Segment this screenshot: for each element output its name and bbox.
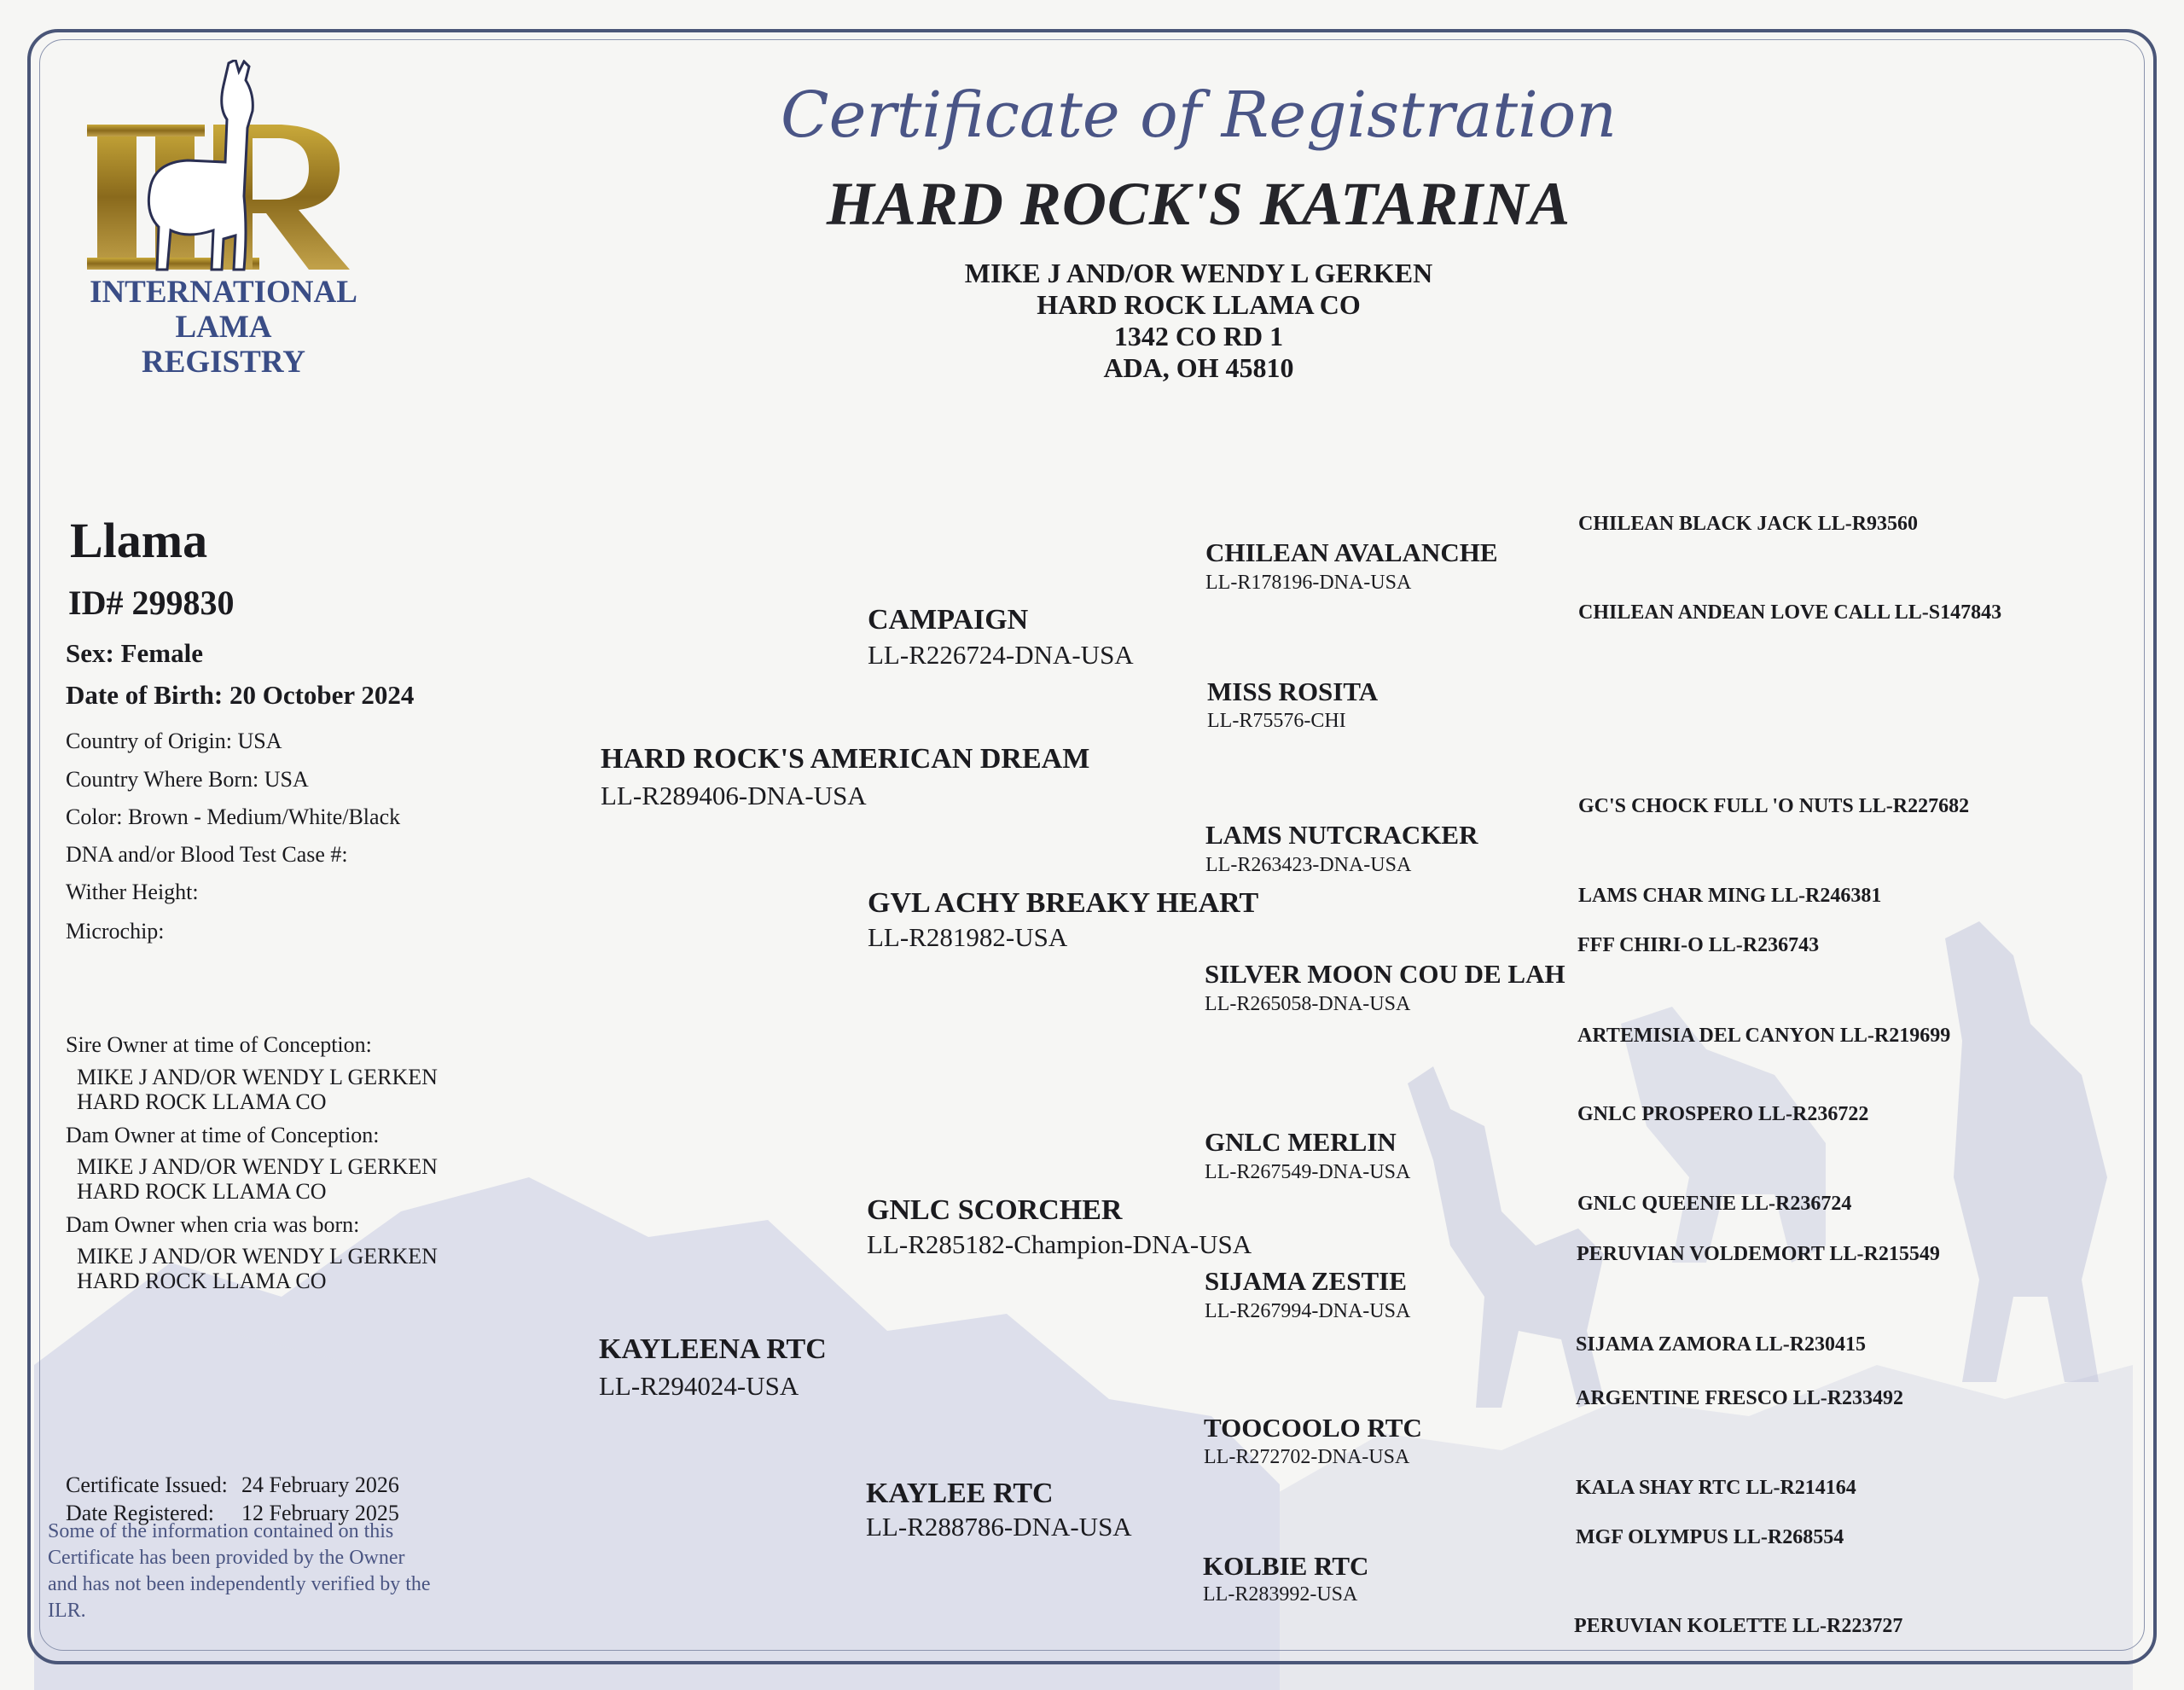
- certificate-title: Certificate of Registration: [781, 78, 1617, 152]
- dam-born-owner-label: Dam Owner when cria was born:: [66, 1212, 360, 1237]
- great-great-grandparent: ARGENTINE FRESCO LL-R233492: [1576, 1387, 1904, 1409]
- great-grandparent-id: LL-R263423-DNA-USA: [1205, 854, 1412, 876]
- great-great-grandparent: GNLC QUEENIE LL-R236724: [1577, 1193, 1852, 1215]
- great-great-grandparent: LAMS CHAR MING LL-R246381: [1578, 885, 1882, 907]
- dam-name: KAYLEENA RTC: [599, 1333, 827, 1365]
- great-great-grandparent: PERUVIAN VOLDEMORT LL-R215549: [1577, 1243, 1940, 1265]
- dna-case-field: DNA and/or Blood Test Case #:: [66, 842, 348, 867]
- species: Llama: [70, 513, 208, 568]
- dob-value: 20 October 2024: [229, 680, 415, 710]
- great-grandparent-id: LL-R272702-DNA-USA: [1204, 1446, 1410, 1468]
- sex-field: [66, 638, 203, 669]
- great-grandparent-name: GNLC MERLIN: [1205, 1127, 1397, 1157]
- great-grandparent-name: TOOCOOLO RTC: [1204, 1413, 1422, 1443]
- dam-born-owner-line: MIKE J AND/OR WENDY L GERKEN: [77, 1244, 438, 1269]
- great-grandparent-id: LL-R178196-DNA-USA: [1205, 572, 1412, 594]
- certificate-issued-value: 24 February 2026: [241, 1472, 399, 1497]
- dam-owner-label: Dam Owner at time of Conception:: [66, 1123, 380, 1147]
- great-grandparent-name: LAMS NUTCRACKER: [1205, 820, 1478, 850]
- great-great-grandparent: PERUVIAN KOLETTE LL-R223727: [1574, 1615, 1903, 1637]
- grandparent-id: LL-R285182-Champion-DNA-USA: [867, 1229, 1252, 1259]
- great-great-grandparent: CHILEAN BLACK JACK LL-R93560: [1578, 513, 1919, 535]
- dob-field: [66, 680, 414, 711]
- certificate-issued-label: Certificate Issued:: [66, 1472, 228, 1497]
- great-grandparent-name: KOLBIE RTC: [1203, 1551, 1369, 1581]
- registry-name-line-3: REGISTRY: [142, 345, 305, 380]
- great-great-grandparent: GNLC PROSPERO LL-R236722: [1577, 1103, 1869, 1125]
- grandparent-name: GNLC SCORCHER: [867, 1194, 1123, 1226]
- sex-value: Female: [120, 638, 203, 668]
- great-great-grandparent: GC'S CHOCK FULL 'O NUTS LL-R227682: [1578, 795, 1970, 817]
- owner-line: MIKE J AND/OR WENDY L GERKEN: [964, 258, 1433, 288]
- grandparent-id: LL-R288786-DNA-USA: [866, 1512, 1132, 1542]
- great-grandparent-id: LL-R75576-CHI: [1207, 710, 1346, 732]
- sex-label: Sex:: [66, 638, 114, 668]
- grandparent-name: GVL ACHY BREAKY HEART: [868, 887, 1259, 919]
- great-great-grandparent: FFF CHIRI-O LL-R236743: [1577, 934, 1820, 956]
- grandparent-id: LL-R226724-DNA-USA: [868, 640, 1134, 670]
- disclaimer: Some of the information contained on this Certificate has been provided by the Owner and has not been independently verified by the ILR.: [48, 1520, 431, 1622]
- great-grandparent-name: CHILEAN AVALANCHE: [1205, 537, 1498, 567]
- great-great-grandparent: ARTEMISIA DEL CANYON LL-R219699: [1577, 1025, 1951, 1047]
- owner-line: 1342 CO RD 1: [1113, 321, 1284, 351]
- color-field: Color: Brown - Medium/White/Black: [66, 804, 401, 829]
- great-great-grandparent: KALA SHAY RTC LL-R214164: [1576, 1477, 1856, 1499]
- great-grandparent-id: LL-R265058-DNA-USA: [1205, 993, 1411, 1015]
- grandparent-name: KAYLEE RTC: [866, 1478, 1054, 1509]
- wither-height-field: Wither Height:: [66, 880, 199, 904]
- sire-owner-line: MIKE J AND/OR WENDY L GERKEN: [77, 1065, 438, 1089]
- date-registered-value: 12 February 2025: [241, 1501, 399, 1525]
- great-grandparent-name: SILVER MOON COU DE LAH: [1205, 959, 1565, 989]
- great-grandparent-name: SIJAMA ZESTIE: [1205, 1266, 1407, 1296]
- sire-name: HARD ROCK'S AMERICAN DREAM: [601, 743, 1090, 775]
- date-registered-label: Date Registered:: [66, 1501, 214, 1525]
- great-grandparent-id: LL-R283992-USA: [1203, 1583, 1358, 1606]
- great-grandparent-id: LL-R267994-DNA-USA: [1205, 1300, 1411, 1322]
- dam-owner-line: HARD ROCK LLAMA CO: [77, 1179, 327, 1204]
- owner-line: ADA, OH 45810: [1103, 352, 1294, 383]
- great-great-grandparent: MGF OLYMPUS LL-R268554: [1576, 1526, 1844, 1548]
- country-where-born: Country Where Born: USA: [66, 767, 309, 792]
- registry-name-line-2: LAMA: [175, 310, 272, 345]
- grandparent-id: LL-R281982-USA: [868, 922, 1068, 952]
- animal-id: ID# 299830: [68, 584, 235, 622]
- sire-owner-label: Sire Owner at time of Conception:: [66, 1032, 372, 1057]
- country-of-origin: Country of Origin: USA: [66, 729, 282, 753]
- great-grandparent-id: LL-R267549-DNA-USA: [1205, 1161, 1411, 1183]
- owner-line: HARD ROCK LLAMA CO: [1037, 289, 1361, 320]
- dam-born-owner-line: HARD ROCK LLAMA CO: [77, 1269, 327, 1293]
- registry-name-line-1: INTERNATIONAL: [90, 275, 357, 310]
- dam-id: LL-R294024-USA: [599, 1371, 799, 1401]
- grandparent-name: CAMPAIGN: [868, 604, 1029, 636]
- animal-name: HARD ROCK'S KATARINA: [826, 170, 1571, 238]
- great-great-grandparent: SIJAMA ZAMORA LL-R230415: [1576, 1333, 1867, 1356]
- microchip-field: Microchip:: [66, 919, 165, 944]
- great-great-grandparent: CHILEAN ANDEAN LOVE CALL LL-S147843: [1578, 601, 2002, 624]
- sire-id: LL-R289406-DNA-USA: [601, 781, 867, 810]
- great-grandparent-name: MISS ROSITA: [1207, 677, 1379, 706]
- dam-owner-line: MIKE J AND/OR WENDY L GERKEN: [77, 1154, 438, 1179]
- dob-label: Date of Birth:: [66, 680, 224, 710]
- sire-owner-line: HARD ROCK LLAMA CO: [77, 1089, 327, 1114]
